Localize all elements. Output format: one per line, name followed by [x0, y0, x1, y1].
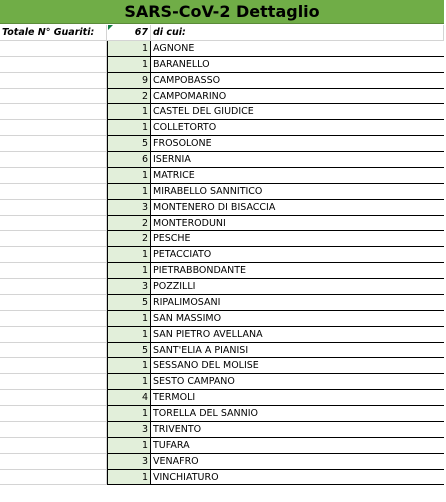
count-cell[interactable]: 1 [107, 247, 151, 263]
count-cell[interactable]: 1 [107, 57, 151, 73]
empty-cell[interactable] [0, 343, 107, 359]
count-cell[interactable]: 1 [107, 41, 151, 57]
count-cell[interactable]: 1 [107, 104, 151, 120]
municipality-cell[interactable]: TUFARA [151, 438, 444, 454]
empty-cell[interactable] [0, 41, 107, 57]
municipality-cell[interactable]: SESSANO DEL MOLISE [151, 358, 444, 374]
count-cell[interactable]: 2 [107, 216, 151, 232]
municipality-cell[interactable]: PESCHE [151, 231, 444, 247]
empty-cell[interactable] [0, 374, 107, 390]
cell-comment-marker-icon [108, 25, 113, 30]
table-row [0, 343, 446, 359]
empty-cell[interactable] [0, 216, 107, 232]
table-row [0, 327, 446, 343]
count-cell[interactable]: 1 [107, 184, 151, 200]
table-row [0, 358, 446, 374]
municipality-cell[interactable]: CAMPOMARINO [151, 89, 444, 105]
municipality-cell[interactable]: VENAFRO [151, 454, 444, 470]
empty-cell[interactable] [0, 311, 107, 327]
count-cell[interactable]: 1 [107, 470, 151, 486]
table-row [0, 279, 446, 295]
count-cell[interactable]: 1 [107, 438, 151, 454]
municipality-cell[interactable]: CAMPOBASSO [151, 73, 444, 89]
sheet-title[interactable]: SARS-CoV-2 Dettaglio [0, 0, 444, 24]
table-row [0, 136, 446, 152]
table-row [0, 295, 446, 311]
table-row [0, 57, 446, 73]
count-cell[interactable]: 2 [107, 231, 151, 247]
empty-cell[interactable] [0, 438, 107, 454]
municipality-cell[interactable]: SANT'ELIA A PIANISI [151, 343, 444, 359]
empty-cell[interactable] [0, 120, 107, 136]
count-cell[interactable]: 1 [107, 263, 151, 279]
municipality-cell[interactable]: MONTENERO DI BISACCIA [151, 200, 444, 216]
municipality-cell[interactable]: RIPALIMOSANI [151, 295, 444, 311]
table-row [0, 374, 446, 390]
table-row [0, 41, 446, 57]
count-cell[interactable]: 3 [107, 454, 151, 470]
municipality-cell[interactable]: SAN MASSIMO [151, 311, 444, 327]
municipality-cell[interactable]: POZZILLI [151, 279, 444, 295]
table-row [0, 470, 446, 486]
municipality-cell[interactable]: AGNONE [151, 41, 444, 57]
table-row [0, 184, 446, 200]
municipality-cell[interactable]: TRIVENTO [151, 422, 444, 438]
municipality-cell[interactable]: MATRICE [151, 168, 444, 184]
table-row [0, 89, 446, 105]
count-cell[interactable]: 3 [107, 279, 151, 295]
count-cell[interactable]: 4 [107, 390, 151, 406]
count-cell[interactable]: 1 [107, 168, 151, 184]
municipality-cell[interactable]: PETACCIATO [151, 247, 444, 263]
municipality-cell[interactable]: CASTEL DEL GIUDICE [151, 104, 444, 120]
municipality-cell[interactable]: TERMOLI [151, 390, 444, 406]
municipality-cell[interactable]: FROSOLONE [151, 136, 444, 152]
empty-cell[interactable] [0, 104, 107, 120]
empty-cell[interactable] [0, 295, 107, 311]
count-cell[interactable]: 5 [107, 136, 151, 152]
empty-cell[interactable] [0, 200, 107, 216]
municipality-cell[interactable]: VINCHIATURO [151, 470, 444, 486]
municipality-cell[interactable]: PIETRABBONDANTE [151, 263, 444, 279]
municipality-cell[interactable]: TORELLA DEL SANNIO [151, 406, 444, 422]
total-value[interactable]: 67 [107, 25, 151, 41]
empty-cell[interactable] [0, 470, 107, 486]
empty-cell[interactable] [0, 231, 107, 247]
count-cell[interactable]: 1 [107, 327, 151, 343]
table-row [0, 438, 446, 454]
table-row [0, 247, 446, 263]
count-cell[interactable]: 5 [107, 295, 151, 311]
count-cell[interactable]: 2 [107, 89, 151, 105]
data-grid [0, 25, 446, 485]
table-row [0, 104, 446, 120]
count-cell[interactable]: 5 [107, 343, 151, 359]
empty-cell[interactable] [0, 184, 107, 200]
municipality-cell[interactable]: ISERNIA [151, 152, 444, 168]
empty-cell[interactable] [0, 406, 107, 422]
table-row [0, 200, 446, 216]
empty-cell[interactable] [0, 152, 107, 168]
table-row [0, 168, 446, 184]
empty-cell[interactable] [0, 57, 107, 73]
municipality-cell[interactable]: MIRABELLO SANNITICO [151, 184, 444, 200]
count-cell[interactable]: 1 [107, 374, 151, 390]
table-row [0, 406, 446, 422]
table-row [0, 390, 446, 406]
count-cell[interactable]: 3 [107, 422, 151, 438]
municipality-cell[interactable]: COLLETORTO [151, 120, 444, 136]
empty-cell[interactable] [0, 390, 107, 406]
empty-cell[interactable] [0, 279, 107, 295]
count-cell[interactable]: 1 [107, 311, 151, 327]
table-row [0, 152, 446, 168]
municipality-cell[interactable]: SESTO CAMPANO [151, 374, 444, 390]
empty-cell[interactable] [0, 89, 107, 105]
table-row [0, 73, 446, 89]
table-row [0, 263, 446, 279]
empty-cell[interactable] [0, 73, 107, 89]
count-cell[interactable]: 3 [107, 200, 151, 216]
table-row [0, 216, 446, 232]
municipality-cell[interactable]: MONTERODUNI [151, 216, 444, 232]
empty-cell[interactable] [0, 136, 107, 152]
table-row [0, 454, 446, 470]
empty-cell[interactable] [0, 168, 107, 184]
total-label[interactable]: Totale N° Guariti: [0, 25, 107, 41]
empty-cell[interactable] [0, 358, 107, 374]
count-cell[interactable]: 1 [107, 406, 151, 422]
municipality-cell[interactable]: SAN PIETRO AVELLANA [151, 327, 444, 343]
empty-cell[interactable] [0, 454, 107, 470]
empty-cell[interactable] [0, 422, 107, 438]
empty-cell[interactable] [0, 263, 107, 279]
table-row [0, 422, 446, 438]
municipality-cell[interactable]: BARANELLO [151, 57, 444, 73]
table-row [0, 311, 446, 327]
count-cell[interactable]: 1 [107, 120, 151, 136]
subheading-label[interactable]: di cui: [151, 25, 444, 41]
table-row [0, 120, 446, 136]
count-cell[interactable]: 9 [107, 73, 151, 89]
summary-row [0, 25, 446, 41]
count-cell[interactable]: 1 [107, 358, 151, 374]
empty-cell[interactable] [0, 327, 107, 343]
count-cell[interactable]: 6 [107, 152, 151, 168]
table-row [0, 231, 446, 247]
empty-cell[interactable] [0, 247, 107, 263]
